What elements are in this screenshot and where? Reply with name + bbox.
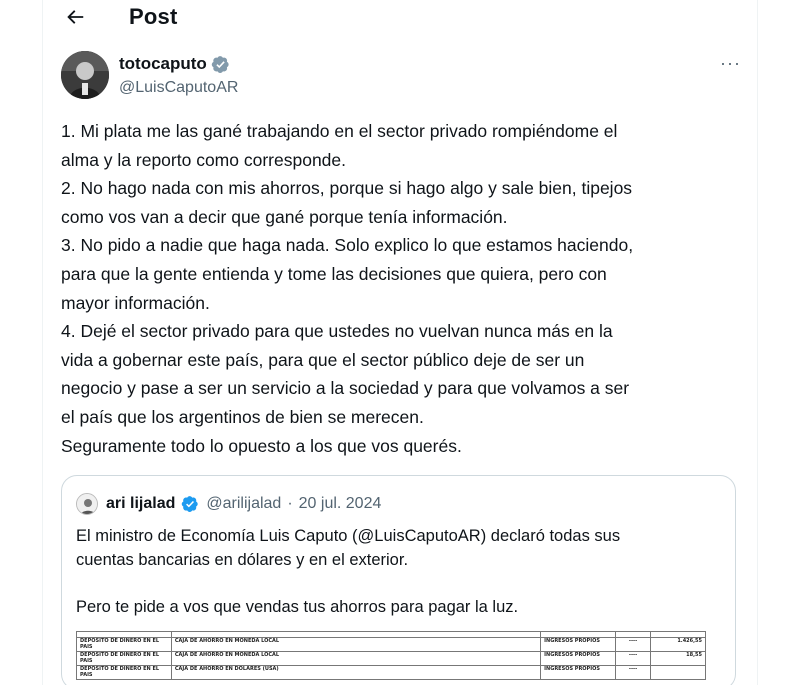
- verified-badge-icon: [211, 55, 230, 74]
- page-title: Post: [129, 4, 178, 29]
- author-block: [61, 51, 741, 103]
- post-line: el país que los argentinos de bien se merecen.: [61, 406, 424, 427]
- post-header: [43, 0, 757, 40]
- table-cell: 1.426,55: [651, 638, 706, 652]
- table-cell: CAJA DE AHORRO EN MONEDA LOCAL: [171, 638, 540, 652]
- post-line: 2. No hago nada con mis ahorros, porque si hago algo y sale bien, tipejos: [61, 178, 633, 199]
- table-cell: DEPOSITO DE DINERO EN EL PAIS: [77, 638, 172, 652]
- author-handle[interactable]: @LuisCaputoAR: [119, 79, 239, 96]
- post-line: mayor información.: [61, 292, 210, 313]
- quoted-media-document[interactable]: [76, 631, 721, 685]
- table-row: [77, 666, 706, 680]
- table-cell: INGRESOS PROPIOS: [541, 638, 616, 652]
- quoted-post-body: [76, 525, 721, 619]
- table-cell: DEPOSITO DE DINERO EN EL PAIS: [77, 666, 172, 680]
- post-line: alma y la reporto como corresponde.: [61, 149, 346, 170]
- table-cell: INGRESOS PROPIOS: [541, 652, 616, 666]
- table-cell: ----: [616, 638, 651, 652]
- author-name[interactable]: [119, 54, 230, 74]
- quoted-line: El ministro de Economía Luis Caputo (@LuisCaputoAR) declaró todas sus: [76, 527, 621, 545]
- back-button[interactable]: [61, 5, 89, 33]
- post-line: para que la gente entienda y tome las decisiones que quiera, pero con: [61, 263, 607, 284]
- post-line: Seguramente todo lo opuesto a los que vos querés.: [61, 435, 462, 456]
- post-line: como vos van a decir que gané porque tenía información.: [61, 206, 508, 227]
- quoted-post-header: [76, 493, 381, 515]
- table-cell: DEPOSITO DE DINERO EN EL PAIS: [77, 652, 172, 666]
- document-table: [76, 631, 706, 680]
- post-line: 4. Dejé el sector privado para que ustedes no vuelvan nunca más en la: [61, 321, 613, 342]
- column-border-right: [757, 0, 758, 685]
- table-cell: CAJA DE AHORRO EN DOLARES (USA): [171, 666, 540, 680]
- column-border-left: [42, 0, 43, 685]
- arrow-left-icon: [64, 6, 86, 33]
- quoted-post-date[interactable]: 20 jul. 2024: [298, 495, 382, 512]
- author-display-name: totocaputo: [119, 54, 207, 73]
- verified-badge-icon: [181, 495, 200, 514]
- post-line: 3. No pido a nadie que haga nada. Solo explico lo que estamos haciendo,: [61, 235, 634, 256]
- table-cell: 18,55: [651, 652, 706, 666]
- post-line: negocio y pase a ser un servicio a la sociedad y para que volvamos a ser: [61, 378, 630, 399]
- table-cell: [651, 666, 706, 680]
- quoted-post[interactable]: [61, 475, 736, 685]
- post-body: [61, 117, 741, 460]
- table-cell: CAJA DE AHORRO EN MONEDA LOCAL: [171, 652, 540, 666]
- avatar[interactable]: [61, 51, 109, 99]
- more-options-button[interactable]: ···: [720, 53, 741, 73]
- table-cell: ----: [616, 666, 651, 680]
- quoted-author-name[interactable]: ari lijalad: [106, 495, 176, 512]
- table-row: [77, 638, 706, 652]
- quoted-author-handle[interactable]: @arilijalad: [206, 495, 282, 512]
- quoted-line: cuentas bancarias en dólares y en el exterior.: [76, 550, 409, 569]
- separator-dot: ·: [287, 495, 293, 512]
- table-cell: ----: [616, 652, 651, 666]
- quoted-avatar: [76, 493, 98, 515]
- table-row: [77, 652, 706, 666]
- table-cell: INGRESOS PROPIOS: [541, 666, 616, 680]
- quoted-line: Pero te pide a vos que vendas tus ahorros para pagar la luz.: [76, 597, 519, 616]
- post-line: 1. Mi plata me las gané trabajando en el sector privado rompiéndome el: [61, 121, 618, 141]
- post-line: vida a gobernar este país, para que el sector público deje de ser un: [61, 349, 585, 370]
